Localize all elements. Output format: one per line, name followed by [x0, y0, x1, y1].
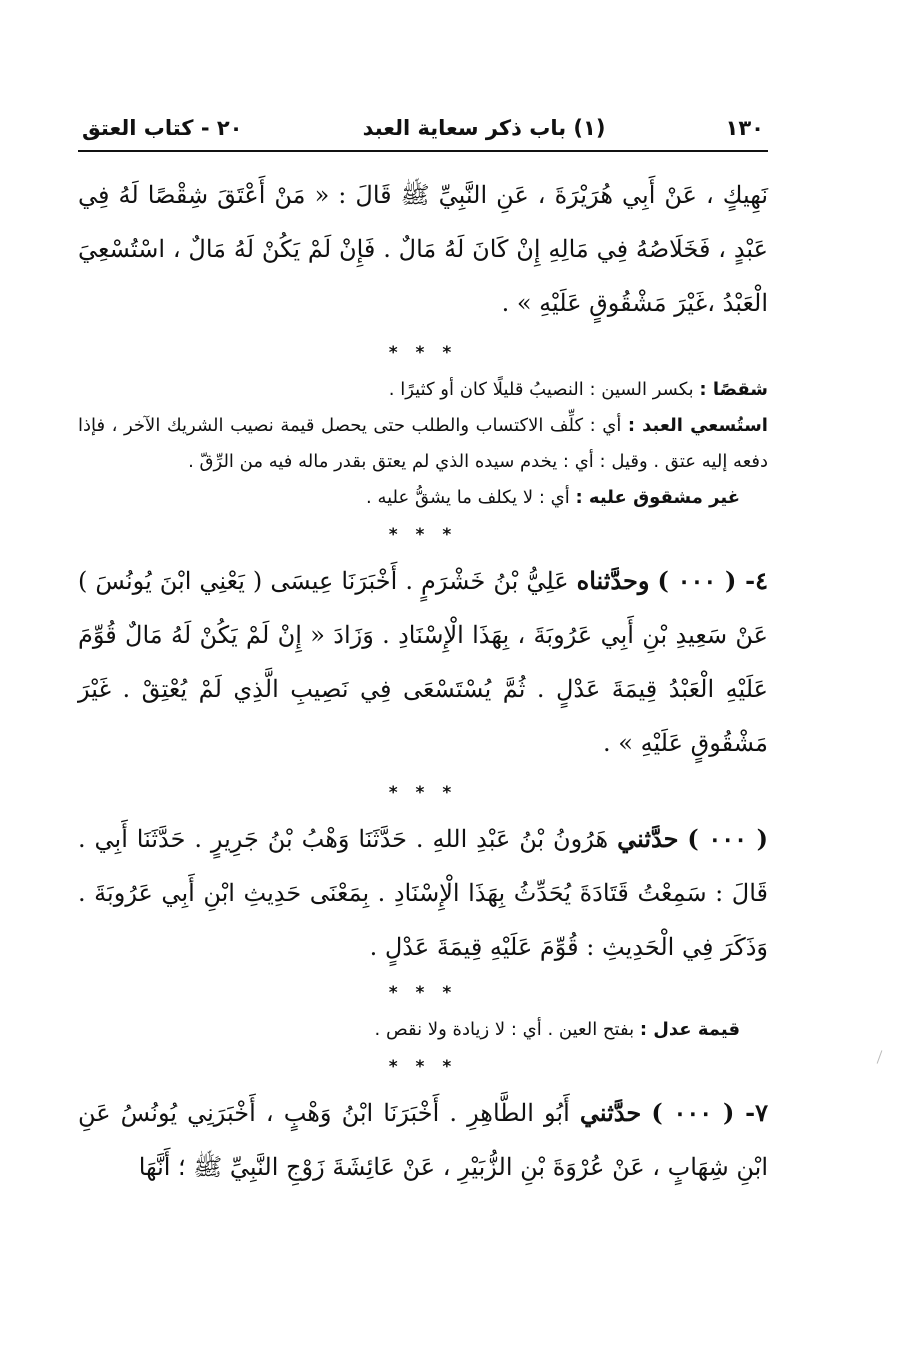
note-text: بفتح العين . أي : لا زيادة ولا نقص . — [374, 1019, 640, 1040]
hadith-body: أَبُو الطَّاهِرِ . أَخْبَرَنَا ابْنُ وَهْبٍ ، أَخْبَرَنِي يُونُسُ عَنِ ابْنِ شِهَابٍ ، عَنْ عُرْوَةَ بْنِ الزُّبَيْرِ ، عَنْ عَائِشَةَ زَوْجِ النَّبِيِّ ﷺ ؛ أَنَّهَا — [78, 1099, 768, 1181]
section-separator: * * * — [388, 1057, 458, 1077]
section-separator: * * * — [388, 783, 458, 803]
scan-mark — [877, 1050, 883, 1063]
book-title: ٢٠ - كتاب العتق — [82, 116, 243, 140]
note-item — [78, 1012, 768, 1048]
notes-section-2 — [78, 1012, 768, 1048]
header-rule — [78, 150, 768, 152]
section-separator: * * * — [388, 525, 458, 545]
note-term: استُسعي العبد : — [627, 415, 768, 436]
page-header — [78, 110, 768, 146]
hadith-number: ٧- ( ٠٠٠ ) — [651, 1098, 768, 1127]
note-text: أي : لا يكلف ما يشقُّ عليه . — [366, 487, 576, 508]
book-page — [78, 110, 768, 1194]
hadith-text-3 — [78, 812, 768, 974]
note-term: قيمة عدل : — [639, 1019, 740, 1040]
note-item — [78, 408, 768, 480]
note-text: أي : كلِّف الاكتساب والطلب حتى يحصل قيمة نصيب الشريك الآخر ، فإذا دفعه إليه عتق . وقيل : أي : يخدم سيده الذي لم يعتق بقدر ماله فيه من الرِّقّ . — [78, 415, 768, 472]
hadith-text-2 — [78, 554, 768, 770]
hadith-body: عَلِيُّ بْنُ خَشْرَمٍ . أَخْبَرَنَا عِيسَى ( يَعْنِي ابْنَ يُونُسَ ) عَنْ سَعِيدِ بْنِ أَبِي عَرُوبَةَ ، بِهَذَا الْإِسْنَادِ . وَزَادَ « إِنْ لَمْ يَكُنْ لَهُ مَالٌ قُوِّمَ عَلَيْهِ الْعَبْدُ قِيمَةَ عَدْلٍ . ثُمَّ يُسْتَسْعَى فِي نَصِيبِ الَّذِي لَمْ يُعْتِقْ . غَيْرَ مَشْقُوقٍ عَلَيْهِ » . — [78, 567, 768, 757]
hadith-lead: حدَّثني — [579, 1098, 642, 1127]
note-term: شقصًا : — [699, 379, 768, 400]
note-item — [78, 372, 768, 408]
hadith-text-4 — [78, 1086, 768, 1194]
page-number: ١٣٠ — [725, 116, 764, 140]
hadith-body: هَرُونُ بْنُ عَبْدِ اللهِ . حَدَّثَنَا وَهْبُ بْنُ جَرِيرٍ . حَدَّثَنَا أَبِي . قَالَ : سَمِعْتُ قَتَادَةَ يُحَدِّثُ بِهَذَا الْإِسْنَادِ . بِمَعْنَى حَدِيثِ ابْنِ أَبِي عَرُوبَةَ . وَذَكَرَ فِي الْحَدِيثِ : قُوِّمَ عَلَيْهِ قِيمَةَ عَدْلٍ . — [78, 825, 768, 961]
hadith-text-1: نَهِيكٍ ، عَنْ أَبِي هُرَيْرَةَ ، عَنِ النَّبِيِّ ﷺ قَالَ : « مَنْ أَعْتَقَ شِقْصًا لَهُ فِي عَبْدٍ ، فَخَلَاصُهُ فِي مَالِهِ إِنْ كَانَ لَهُ مَالٌ . فَإِنْ لَمْ يَكُنْ لَهُ مَالٌ ، اسْتُسْعِيَ الْعَبْدُ ،غَيْرَ مَشْقُوقٍ عَلَيْهِ » . — [78, 181, 768, 317]
note-term: غير مشقوق عليه : — [575, 487, 740, 508]
hadith-number: ٤- ( ٠٠٠ ) — [657, 566, 768, 595]
section-separator: * * * — [388, 983, 458, 1003]
hadith-lead: وحدَّثناه — [576, 566, 650, 595]
chapter-title: (١) باب ذكر سعاية العبد — [362, 116, 606, 140]
section-separator: * * * — [388, 343, 458, 363]
hadith-lead: حدَّثني — [617, 824, 679, 853]
note-text: بكسر السين : النصيبُ قليلًا كان أو كثيرًا . — [388, 379, 700, 400]
note-item — [78, 480, 768, 516]
hadith-number: ( ٠٠٠ ) — [687, 824, 768, 853]
notes-section-1 — [78, 372, 768, 516]
